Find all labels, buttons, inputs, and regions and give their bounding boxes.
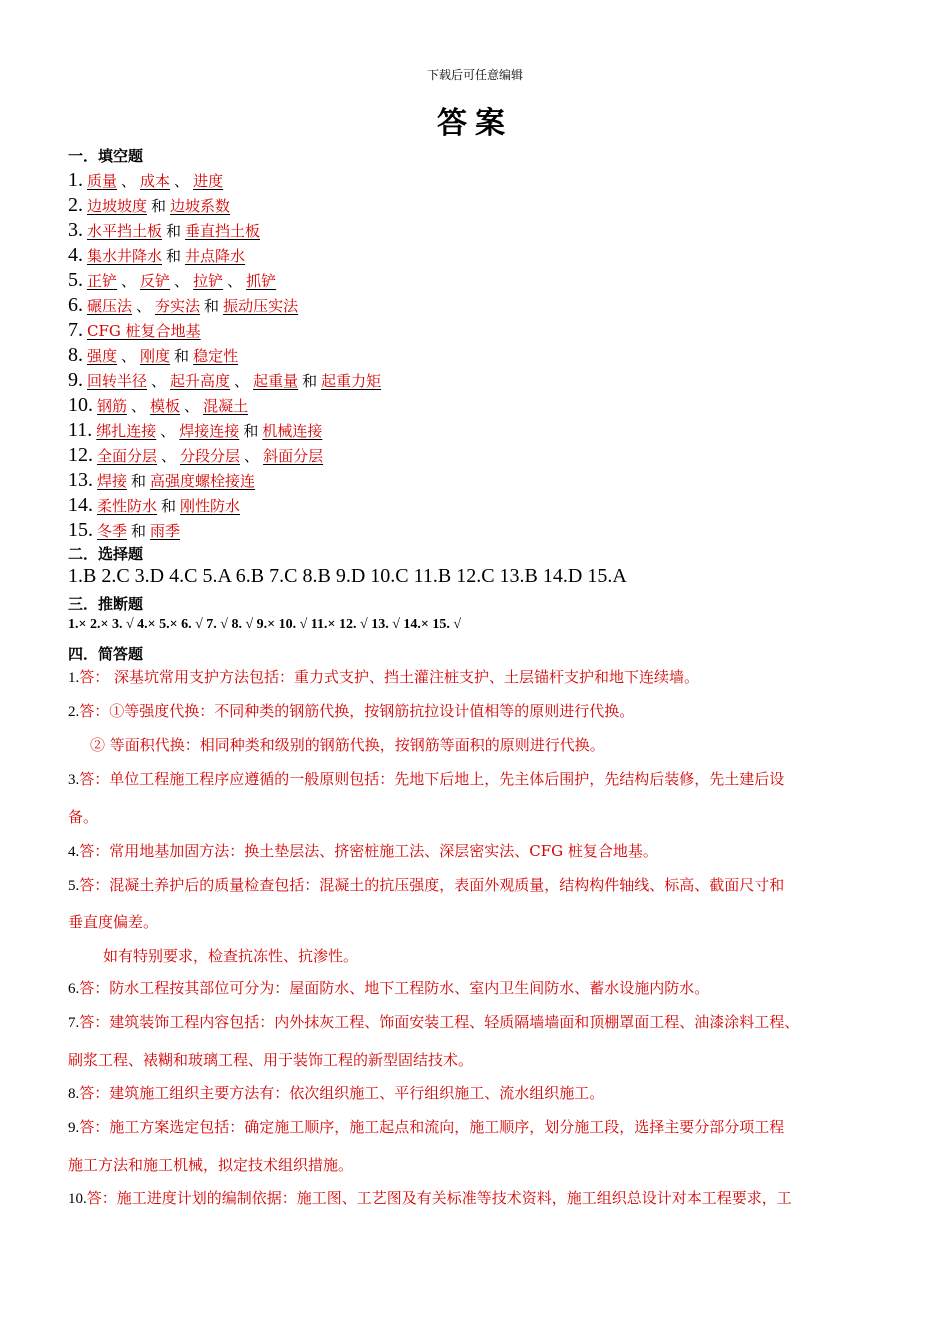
fill-row — [68, 493, 244, 518]
fill-row — [68, 218, 264, 243]
fill-separator: 、 — [136, 297, 152, 315]
fill-answer: 强度 — [87, 347, 118, 365]
fill-separator: 和 — [166, 222, 182, 240]
fill-separator: 、 — [234, 372, 250, 390]
short-answer-text: 如有特别要求，检查抗冻性、抗渗性。 — [103, 947, 359, 965]
fill-number: 7. — [68, 319, 83, 341]
short-answer-line — [90, 734, 920, 756]
fill-row — [68, 168, 227, 193]
fill-answer: 起重力矩 — [321, 372, 382, 390]
short-answer-text: 答：①等强度代换：不同种类的钢筋代换，按钢筋抗拉设计值相等的原则进行代换。 — [79, 702, 635, 720]
fill-number: 13. — [68, 469, 93, 491]
fill-answer: 斜面分层 — [263, 447, 324, 465]
short-answer-line — [68, 1082, 898, 1105]
fill-answer: 碾压法 — [87, 297, 133, 315]
fill-answer: 绑扎连接 — [96, 422, 157, 440]
short-answer-line — [103, 945, 933, 967]
fill-answer: 钢筋 — [97, 397, 128, 415]
short-answer-line — [68, 1187, 898, 1210]
fill-row — [68, 518, 184, 543]
fill-separator: 和 — [161, 497, 177, 515]
short-answer-text: 施工方法和施工机械，拟定技术组织措施。 — [68, 1156, 354, 1174]
short-answer-number: 6. — [68, 981, 80, 997]
fill-answer: 冬季 — [97, 522, 128, 540]
fill-answer: 反铲 — [140, 272, 171, 290]
short-answer-text: 答：施工方案选定包括：确定施工顺序，施工起点和流向，施工顺序，划分施工段，选择主要分部分项工程 — [79, 1118, 785, 1136]
section-judge-heading: 三．推断题 — [68, 595, 144, 613]
fill-answer: 柔性防水 — [97, 497, 158, 515]
fill-row — [68, 418, 326, 443]
fill-answer: 刚度 — [140, 347, 171, 365]
fill-row — [68, 343, 242, 368]
short-answer-text: 备。 — [68, 808, 99, 826]
fill-row — [68, 443, 327, 468]
short-answer-text: 答：防水工程按其部位可分为：屋面防水、地下工程防水、室内卫生间防水、蓄水设施内防水。 — [79, 979, 710, 997]
short-answer-line — [68, 840, 898, 863]
fill-answer: 稳定性 — [193, 347, 239, 365]
short-answer-line — [68, 977, 898, 1000]
short-answer-line — [68, 1116, 898, 1139]
fill-number: 10. — [68, 394, 93, 416]
fill-separator: 、 — [121, 347, 137, 365]
header-note: 下载后可任意编辑 — [426, 68, 523, 82]
fill-number: 11. — [68, 419, 93, 441]
fill-answer: 模板 — [150, 397, 181, 415]
fill-separator: 和 — [243, 422, 259, 440]
short-answer-text: 答：施工进度计划的编制依据：施工图、工艺图及有关标准等技术资料，施工组织总设计对本工程要求，工 — [86, 1189, 792, 1207]
short-answer-line — [68, 768, 898, 791]
short-answer-text: 答： 深基坑常用支护方法包括：重力式支护、挡土灌注桩支护、土层锚杆支护和地下连续墙。 — [79, 668, 700, 686]
fill-answer: 混凝土 — [203, 397, 249, 415]
fill-number: 3. — [68, 219, 83, 241]
section-fill-heading: 一．填空题 — [68, 147, 144, 165]
fill-separator: 和 — [174, 347, 190, 365]
fill-row — [68, 318, 205, 343]
fill-answer: 起升高度 — [170, 372, 231, 390]
fill-separator: 、 — [244, 447, 260, 465]
fill-number: 9. — [68, 369, 83, 391]
page-title: 答案 — [437, 106, 513, 141]
fill-answer: 刚性防水 — [180, 497, 241, 515]
choice-answers: 1.B 2.C 3.D 4.C 5.A 6.B 7.C 8.B 9.D 10.C 11.B 12.C 13.B 14.D 15.A — [68, 565, 627, 587]
short-answer-line — [68, 1154, 898, 1176]
short-answer-text: 垂直度偏差。 — [68, 913, 159, 931]
fill-row — [68, 268, 280, 293]
fill-answer: 进度 — [193, 172, 224, 190]
short-answer-line — [68, 911, 898, 933]
fill-number: 12. — [68, 444, 93, 466]
fill-row — [68, 368, 385, 393]
short-answer-text: 答：建筑装饰工程内容包括：内外抹灰工程、饰面安装工程、轻质隔墙墙面和顶棚罩面工程、油漆涂料工程、 — [79, 1013, 800, 1031]
fill-number: 15. — [68, 519, 93, 541]
section-choice-heading: 二．选择题 — [68, 545, 144, 563]
fill-number: 4. — [68, 244, 83, 266]
fill-separator: 和 — [131, 522, 147, 540]
fill-answer: CFG 桩复合地基 — [87, 322, 201, 340]
fill-separator: 、 — [121, 272, 137, 290]
fill-answer: 机械连接 — [262, 422, 323, 440]
fill-number: 5. — [68, 269, 83, 291]
fill-row — [68, 393, 252, 418]
fill-answer: 焊接 — [97, 472, 128, 490]
fill-answer: 振动压实法 — [223, 297, 299, 315]
short-answer-text: ② 等面积代换：相同种类和级别的钢筋代换，按钢筋等面积的原则进行代换。 — [90, 736, 605, 754]
short-answer-line — [68, 1049, 898, 1071]
short-answer-number: 1. — [68, 670, 80, 686]
fill-answer: 起重量 — [253, 372, 299, 390]
fill-answer: 拉铲 — [193, 272, 224, 290]
short-answer-text: 刷浆工程、裱糊和玻璃工程、用于装饰工程的新型固结技术。 — [68, 1051, 474, 1069]
fill-separator: 、 — [160, 422, 176, 440]
short-answer-number: 9. — [68, 1120, 80, 1136]
fill-answer: 雨季 — [150, 522, 181, 540]
fill-separator: 、 — [131, 397, 147, 415]
fill-separator: 和 — [131, 472, 147, 490]
fill-answer: 焊接连接 — [179, 422, 240, 440]
fill-number: 2. — [68, 194, 83, 216]
fill-separator: 和 — [204, 297, 220, 315]
fill-answer: 井点降水 — [185, 247, 246, 265]
short-answer-text: 答：建筑施工组织主要方法有：依次组织施工、平行组织施工、流水组织施工。 — [79, 1084, 605, 1102]
short-answer-line — [68, 666, 898, 689]
fill-answer: 全面分层 — [97, 447, 158, 465]
short-answer-line — [68, 806, 898, 828]
short-answer-number: 5. — [68, 878, 80, 894]
fill-row — [68, 193, 234, 218]
fill-separator: 和 — [166, 247, 182, 265]
fill-answer: 正铲 — [87, 272, 118, 290]
short-answer-number: 7. — [68, 1015, 80, 1031]
short-answer-line — [68, 1011, 898, 1034]
short-answer-number: 10. — [68, 1191, 87, 1207]
fill-answer: 水平挡土板 — [87, 222, 163, 240]
fill-separator: 、 — [174, 272, 190, 290]
fill-answer: 高强度螺栓接连 — [150, 472, 256, 490]
fill-number: 14. — [68, 494, 93, 516]
fill-answer: 质量 — [87, 172, 118, 190]
fill-separator: 和 — [151, 197, 167, 215]
fill-answer: 边坡坡度 — [87, 197, 148, 215]
fill-number: 1. — [68, 169, 83, 191]
fill-separator: 、 — [161, 447, 177, 465]
fill-answer: 边坡系数 — [170, 197, 231, 215]
fill-answer: 抓铲 — [246, 272, 277, 290]
section-short-heading: 四．简答题 — [68, 645, 144, 663]
fill-answer: 成本 — [140, 172, 171, 190]
fill-answer: 垂直挡土板 — [185, 222, 261, 240]
fill-separator: 和 — [302, 372, 318, 390]
short-answer-line — [68, 874, 898, 897]
fill-row — [68, 243, 249, 268]
fill-separator: 、 — [174, 172, 190, 190]
fill-separator: 、 — [184, 397, 200, 415]
short-answer-number: 3. — [68, 772, 80, 788]
fill-answer: 回转半径 — [87, 372, 148, 390]
short-answer-number: 4. — [68, 844, 80, 860]
fill-number: 6. — [68, 294, 83, 316]
fill-answer: 夯实法 — [155, 297, 201, 315]
judge-answers: 1.× 2.× 3. √ 4.× 5.× 6. √ 7. √ 8. √ 9.× 10. √ 11.× 12. √ 13. √ 14.× 15. √ — [68, 617, 462, 632]
fill-number: 8. — [68, 344, 83, 366]
short-answer-number: 2. — [68, 704, 80, 720]
short-answer-number: 8. — [68, 1086, 80, 1102]
short-answer-line — [68, 700, 898, 723]
fill-separator: 、 — [151, 372, 167, 390]
fill-answer: 分段分层 — [180, 447, 241, 465]
short-answer-text: 答：混凝土养护后的质量检查包括：混凝土的抗压强度，表面外观质量，结构构件轴线、标高、截面尺寸和 — [79, 876, 785, 894]
short-answer-text: 答：常用地基加固方法：换土垫层法、挤密桩施工法、深层密实法、CFG 桩复合地基。 — [79, 842, 658, 860]
fill-row — [68, 468, 259, 493]
fill-separator: 、 — [121, 172, 137, 190]
fill-row — [68, 293, 302, 318]
short-answer-text: 答：单位工程施工程序应遵循的一般原则包括：先地下后地上，先主体后围护，先结构后装修，先土建后设 — [79, 770, 785, 788]
fill-separator: 、 — [227, 272, 243, 290]
fill-answer: 集水井降水 — [87, 247, 163, 265]
